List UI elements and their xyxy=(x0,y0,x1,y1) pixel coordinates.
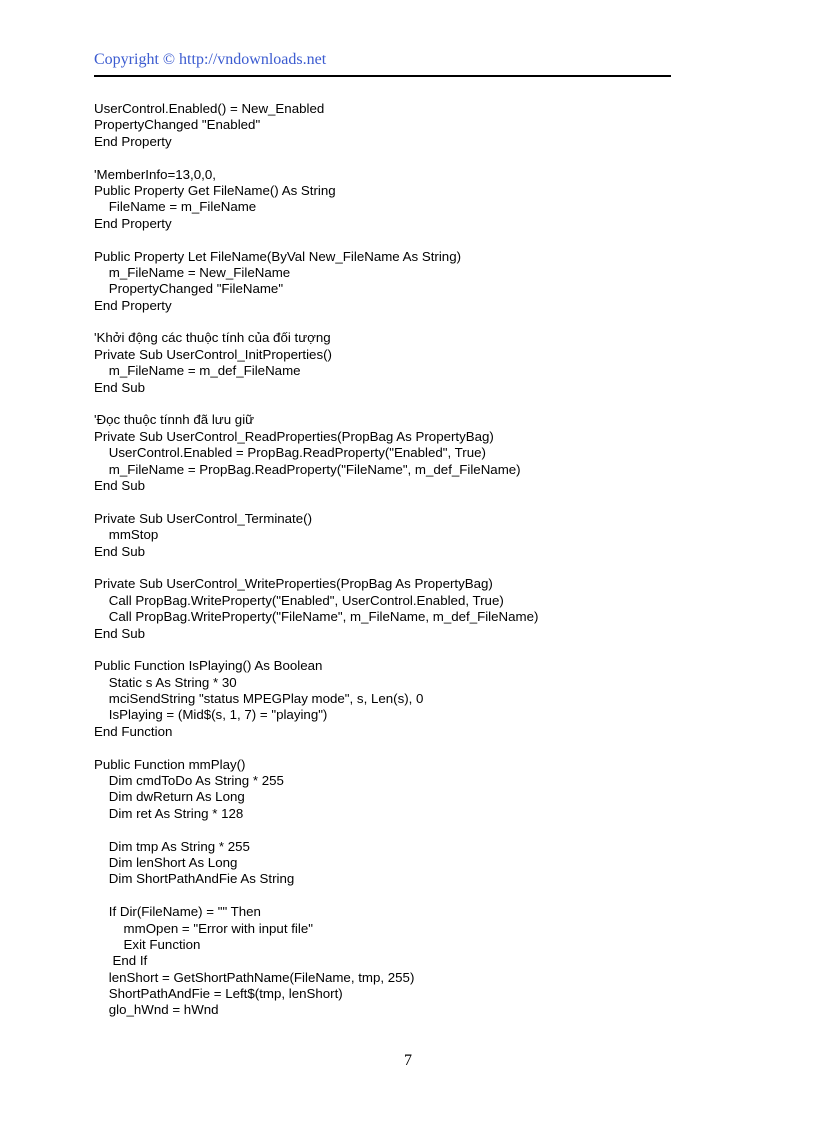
code-line: FileName = m_FileName xyxy=(94,199,257,215)
code-line: Private Sub UserControl_Terminate() xyxy=(94,510,313,526)
page-number: 7 xyxy=(404,1052,412,1069)
code-line: End Sub xyxy=(94,477,146,493)
code-line: mmOpen = "Error with input file" xyxy=(94,920,313,936)
code-line xyxy=(94,642,714,658)
code-listing xyxy=(94,101,714,1019)
code-line: PropertyChanged "Enabled" xyxy=(94,117,261,133)
code-line: UserControl.Enabled() = New_Enabled xyxy=(94,101,325,116)
code-line: Dim ShortPathAndFie As String xyxy=(94,871,295,887)
code-line: End Property xyxy=(94,133,172,149)
code-line: UserControl.Enabled = PropBag.ReadProperty("Enabled", True) xyxy=(94,445,486,461)
header-divider xyxy=(94,75,671,77)
code-line: End Sub xyxy=(94,543,146,559)
code-line: Dim cmdToDo As String * 255 xyxy=(94,773,284,789)
page-header-copyright: Copyright © http://vndownloads.net xyxy=(94,51,327,68)
code-line: Dim dwReturn As Long xyxy=(94,789,245,805)
code-line: Dim ret As String * 128 xyxy=(94,805,244,821)
code-line xyxy=(94,494,714,510)
code-line: Public Function IsPlaying() As Boolean xyxy=(94,658,323,674)
code-line: Private Sub UserControl_InitProperties() xyxy=(94,346,332,362)
code-line: Call PropBag.WriteProperty("FileName", m_FileName, m_def_FileName) xyxy=(94,609,539,625)
code-line: 'Khởi động các thuộc tính của đối tượng xyxy=(94,330,331,346)
code-line: Dim tmp As String * 255 xyxy=(94,838,250,854)
code-line: Public Function mmPlay() xyxy=(94,756,246,772)
code-line: ShortPathAndFie = Left$(tmp, lenShort) xyxy=(94,986,343,1002)
code-line: End Sub xyxy=(94,625,146,641)
code-line: IsPlaying = (Mid$(s, 1, 7) = "playing") xyxy=(94,707,328,723)
code-line: Public Property Let FileName(ByVal New_FileName As String) xyxy=(94,248,462,264)
code-line: Static s As String * 30 xyxy=(94,674,237,690)
code-line xyxy=(94,560,714,576)
code-line: End Sub xyxy=(94,379,146,395)
code-line: Call PropBag.WriteProperty("Enabled", UserControl.Enabled, True) xyxy=(94,592,504,608)
code-line: lenShort = GetShortPathName(FileName, tmp, 255) xyxy=(94,969,415,985)
code-line: mmStop xyxy=(94,527,159,543)
code-line: End Function xyxy=(94,723,173,739)
code-line: glo_hWnd = hWnd xyxy=(94,1002,219,1018)
code-line xyxy=(94,740,714,756)
code-line: If Dir(FileName) = "" Then xyxy=(94,904,261,920)
code-line: Private Sub UserControl_ReadProperties(PropBag As PropertyBag) xyxy=(94,428,494,444)
code-line: m_FileName = New_FileName xyxy=(94,264,291,280)
code-line: Exit Function xyxy=(94,936,201,952)
code-line xyxy=(94,150,714,166)
code-line xyxy=(94,822,714,838)
code-line xyxy=(94,888,714,904)
code-line: 'MemberInfo=13,0,0, xyxy=(94,166,216,182)
code-line xyxy=(94,396,714,412)
code-line: End Property xyxy=(94,297,172,313)
code-line: m_FileName = m_def_FileName xyxy=(94,363,301,379)
code-line: Dim lenShort As Long xyxy=(94,854,238,870)
code-line: 'Đọc thuộc tínnh đã lưu giữ xyxy=(94,412,255,428)
code-line: mciSendString "status MPEGPlay mode", s, Len(s), 0 xyxy=(94,691,424,707)
code-line: Public Property Get FileName() As String xyxy=(94,182,336,198)
code-line: End Property xyxy=(94,215,172,231)
code-line: End If xyxy=(94,953,148,969)
code-line xyxy=(94,314,714,330)
code-line: Private Sub UserControl_WriteProperties(PropBag As PropertyBag) xyxy=(94,576,493,592)
code-line: PropertyChanged "FileName" xyxy=(94,281,284,297)
code-line xyxy=(94,232,714,248)
code-line: m_FileName = PropBag.ReadProperty("FileName", m_def_FileName) xyxy=(94,461,521,477)
